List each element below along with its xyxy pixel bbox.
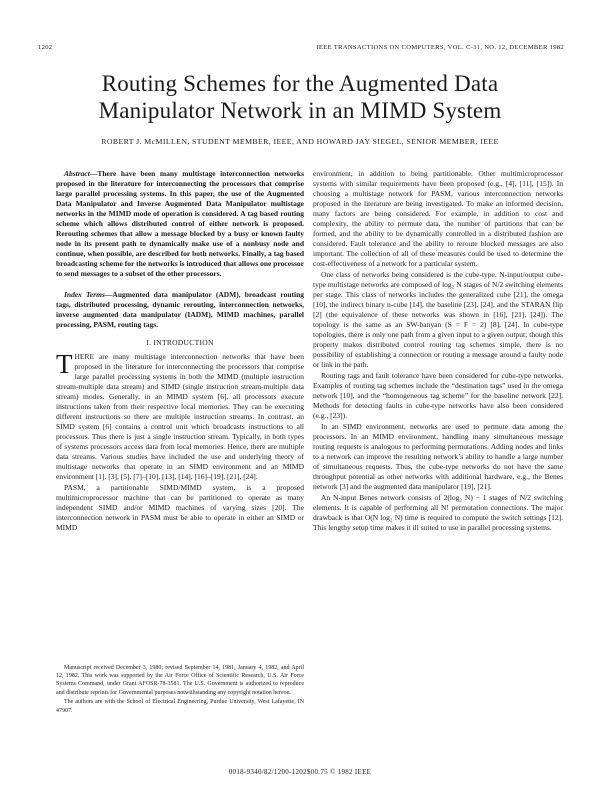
index-terms bbox=[56, 290, 304, 330]
intro-paragraph-1 bbox=[56, 348, 304, 483]
body-paragraph-5: An N-input Benes network consists of 2(log₂ N) − 1 stages of N/2 switching elements. It is capable of performing all N! permutation connections. The major drawback is that O(N log₂ N) time is required to compute the switch settings [12]. This lengthy setup time makes it ill suited to use in parallel processing systems. bbox=[313, 492, 563, 532]
running-header bbox=[38, 44, 564, 56]
index-terms-text: —Augmented data manipulator (ADM), broadcast routing tags, distributed processing, dynamic rerouting, interconnection networks, inverse augmented data manipulator (IADM), MIMD machines, parallel processing, PASM, routing tags. bbox=[56, 289, 304, 329]
title-line-2: Manipulator Network in an MIMD System bbox=[98, 98, 502, 123]
abstract bbox=[56, 169, 304, 280]
page-number: 1202 bbox=[38, 44, 53, 51]
abstract-label: Abstract bbox=[64, 169, 90, 178]
right-column bbox=[313, 169, 563, 533]
body-paragraph-3: Routing tags and fault tolerance have been considered for cube-type networks. Examples of routing tag schemes include the “destination tags” used in the omega network [10], and the “homogeneous tag scheme” for the baseline network [22]. Methods for detecting faults in cube-type networks have also been considered (e.g., [23]). bbox=[313, 370, 563, 421]
left-column bbox=[56, 169, 304, 534]
copyright-line: 0018-9340/82/1200-1202$00.75 © 1982 IEEE bbox=[228, 768, 372, 776]
author-line: ROBERT J. McMILLEN, STUDENT MEMBER, IEEE, AND HOWARD JAY SIEGEL, SENIOR MEMBER, IEEE bbox=[101, 137, 499, 146]
footnote bbox=[56, 664, 304, 716]
abstract-text: —There have been many multistage interconnection networks proposed in the literature for interconnecting the processors that comprise large parallel processing systems. In this paper, the use of the Augmented Data Manipulator and Inverse Augmented Data Manipulator multistage networks in the MIMD mode of operation is considered. A tag based routing scheme which allows distributed control of either network is proposed. Rerouting schemes that allow a message blocked by a busy or known faulty node in its present path to dynamically make use of a nonbusy node and continue, when possible, are described for both networks. Finally, a tag based broadcasting scheme for the networks is introduced that allows one processor to send messages to a subset of the other processors. bbox=[56, 169, 304, 279]
body-paragraph-2: One class of networks being considered is the cube-type. N-input/output cube-type multistage networks are composed of log₂ N stages of N/2 switching elements per stage. This class of networks includes the generalized cube [21], the omega [10], the indirect binary n-cube [14], the baseline [23], [24], and the STARAN flip [2] (the equivalence of these networks was shown in [16], [21], [24]). The topology is the same as an SW-banyan (S = F = 2) [8], [24]. In cube-type topologies, there is only one path from a given input to a given output; though this property makes distributed control routing tag schemes simple, there is no possibility of establishing a connection or routing a message around a faulty node or link in the path. bbox=[313, 269, 563, 370]
footnote-manuscript: Manuscript received December 3, 1980; revised September 14, 1981, January 4, 1982, and April 12, 1982. This work was supported by the Air Force Office of Scientific Research, U.S. Air Force Systems Command, under Grant AFOSR-78-3581. The U.S. Government is authorized to reproduce and distribute reprints for Governmental purposes notwithstanding any copyright notation hereon. bbox=[56, 665, 304, 696]
intro-paragraph-2: PASM, a partitionable SIMD/MIMD system, is a proposed multimicroprocessor machine that can be partitioned to operate as many independent SIMD and/or MIMD machines of varying sizes [20]. The interconnection network in PASM must be able to operate in either an SIMD or MIMD bbox=[56, 482, 304, 533]
title-line-1: Routing Schemes for the Augmented Data bbox=[101, 71, 499, 96]
footnote-affiliation: The authors are with the School of Electrical Engineering, Purdue University, West Lafayette, IN 47907. bbox=[56, 699, 304, 714]
section-heading-introduction: I. INTRODUCTION bbox=[146, 337, 214, 347]
paper-title bbox=[30, 70, 570, 124]
index-terms-label: Index Terms bbox=[64, 289, 105, 299]
body-paragraph-1: environment, in addition to being partitionable. Other multimicroprocessor systems with similar requirements have been proposed (e.g., [4], [11], [15]). In choosing a multistage network for PASM, various interconnection networks proposed in the literature are being investigated. To make an informed decision, many factors are being considered. For example, in addition to cost and complexity, the ability to permute data, the number of partitions that can be formed, and the ability to be dynamically controlled in a distributed fashion are considered. Fault tolerance and the ability to reroute blocked messages are also important. The collection of all of these measures could be used to determine the cost-effectiveness of a network for a particular system. bbox=[313, 169, 563, 269]
body-paragraph-4: In an SIMD environment, networks are used to permute data among the processors. In an MIMD environment, handling many simultaneous message routing requests is analogous to performing permutations. Adding nodes and links to a network can improve the resulting network’s ability to handle a large number of simultaneous requests. Thus, the cube-type networks do not have the same throughput potential as other networks with additional hardware, e.g., the Benes network [3] and the augmented data manipulator [19], [21]. bbox=[313, 421, 563, 491]
intro-paragraph-1-text: HERE are many multistage interconnection networks that have been proposed in the literature for interconnecting the processors that comprise large parallel processing systems in both the MIMD (multiple instruction stream-multiple data stream) and SIMD (single instruction stream-multiple data stream) modes. Generally, in an MIMD system [6], all processors execute instructions taken from their respective local memories. They can be executing different instructions so there are multiple instruction streams. In contrast, an SIMD system [6] contains a control unit which broadcasts instructions to all processors. Thus there is just a single instruction stream. Typically, in both types of systems processors access data from local memories. Hence, there are multiple data streams. Various studies have included the use and underlying theory of multistage networks that operate in an SIMD environment and an MIMD environment [1], [3], [5], [7]–[10], [13], [14], [16]–[19], [21], [24]. bbox=[56, 351, 304, 482]
drop-cap: T bbox=[56, 348, 73, 379]
journal-citation: IEEE TRANSACTIONS ON COMPUTERS, VOL. C-31, NO. 12, DECEMBER 1982 bbox=[316, 44, 564, 51]
